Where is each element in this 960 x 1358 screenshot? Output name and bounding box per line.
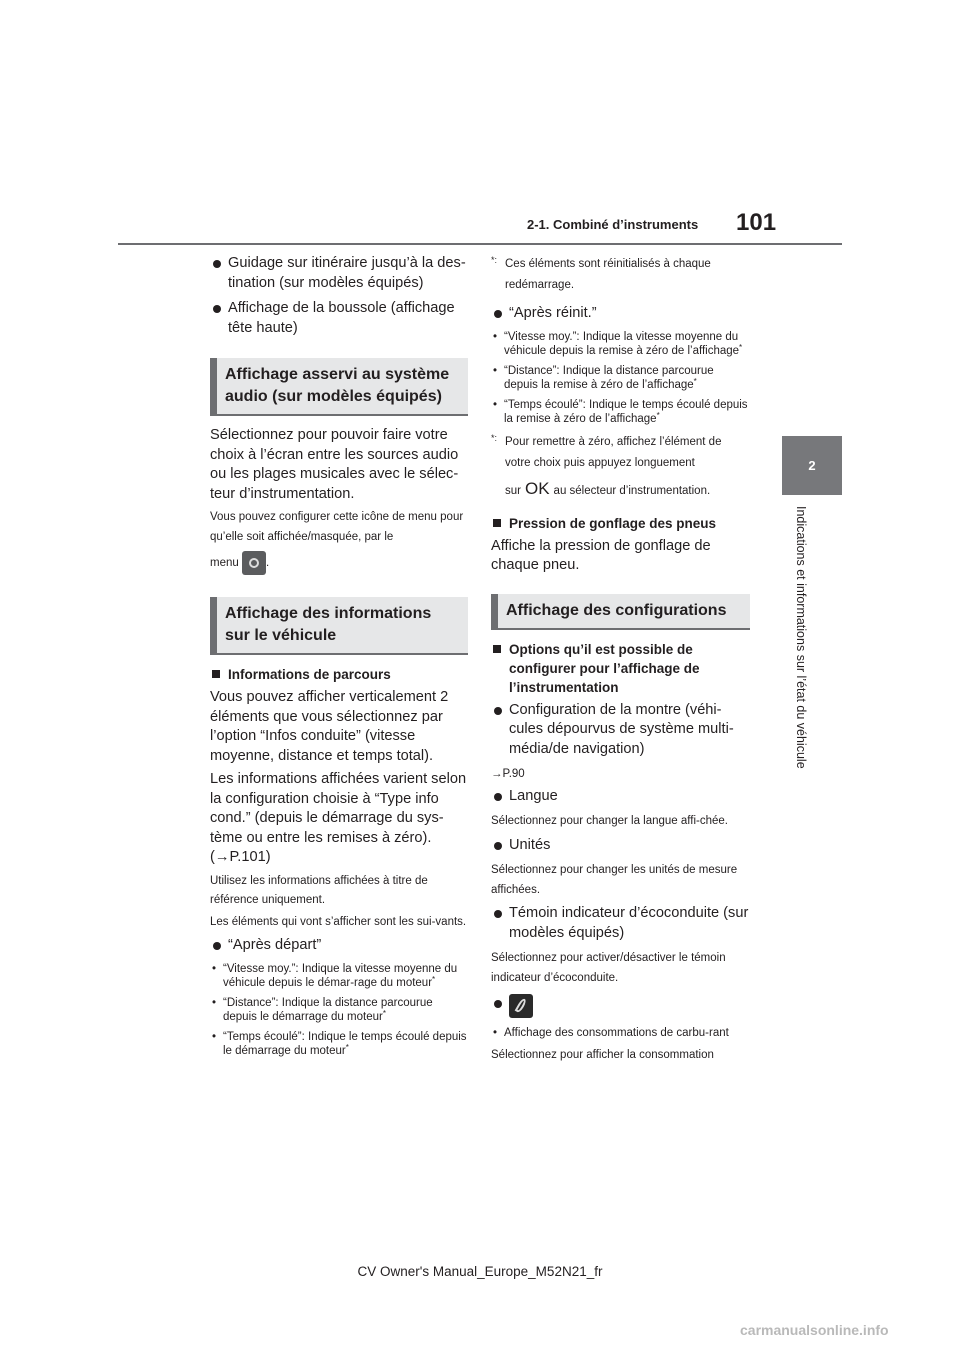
bullet-langue: Langue — [491, 787, 750, 807]
note-eco: Sélectionnez pour activer/désactiver le témoin indicateur d’écoconduite. — [491, 952, 726, 984]
item-temps: • “Temps écoulé”: Indique le temps écoulé depuis le démarrage du moteur* — [210, 1030, 468, 1058]
header-rule — [118, 243, 842, 245]
heading-audio: Affichage asservi au système audio (sur modèles équipés) — [210, 358, 468, 416]
item-consommation: • Affichage des consommations de carbu-rant — [491, 1026, 750, 1040]
paragraph-pneus: Affiche la pression de gonflage de chaque pneu. — [491, 537, 711, 573]
subheading-parcours: Informations de parcours — [210, 665, 468, 684]
item-distance-reinit: • “Distance”: Indique la distance parcourue depuis la remise à zéro de l’affichage* — [491, 364, 750, 392]
item-temps-reinit: • “Temps écoulé”: Indique le temps écoulé depuis la remise à zéro de l’affichage* — [491, 398, 750, 426]
footnote-reinit: *: Ces éléments sont réinitialisés à chaque redémarrage. — [491, 255, 711, 291]
watermark: carmanualsonline.info — [740, 1322, 889, 1338]
note-consommation: Sélectionnez pour afficher la consommation — [491, 1049, 714, 1061]
paragraph-audio: Sélectionnez pour pouvoir faire votre choix à l’écran entre les sources audio ou les plages musicales avec le sélec-teur d’instrumentation. — [210, 427, 459, 502]
bullet-montre: Configuration de la montre (véhi-cules dépourvus de système multi-média/de navigation) — [491, 701, 750, 760]
note-langue: Sélectionnez pour changer la langue affi-chée. — [491, 815, 728, 827]
paragraph-config: Les informations affichées varient selon la configuration choisie à “Type info cond.” (depuis le démarrage du sys-tème ou entre les remises à zéro). (→P.101) — [210, 771, 467, 865]
bullet-guidage: Guidage sur itinéraire jusqu’à la des- tination (sur modèles équipés) — [210, 254, 468, 293]
page-number: 101 — [736, 209, 777, 236]
settings-gear-icon — [242, 551, 266, 575]
eco-leaf-icon — [509, 994, 533, 1018]
bullet-boussole: Affichage de la boussole (affichage tête haute) — [210, 299, 468, 338]
bullet-apres-depart: “Après départ” — [210, 936, 468, 956]
heading-configurations: Affichage des configurations — [491, 594, 750, 630]
chapter-tab: 2 — [782, 436, 842, 495]
chapter-side-title: Indications et informations sur l’état du véhicule — [794, 506, 808, 769]
bullet-eco: Témoin indicateur d’écoconduite (sur modèles équipés) — [491, 904, 750, 943]
item-vitesse-reinit: • “Vitesse moy.”: Indique la vitesse moyenne du véhicule depuis la remise à zéro de l’affichage* — [491, 330, 750, 358]
heading-vehicle-info: Affichage des informations sur le véhicule — [210, 597, 468, 655]
bullet-unites: Unités — [491, 836, 750, 856]
note-menu: Vous pouvez configurer cette icône de menu pour qu’elle soit affichée/masquée, par le menu . — [210, 508, 468, 575]
subheading-options: Options qu’il est possible de configurer pour l’affichage de l’instrumentation — [491, 640, 750, 697]
ok-button-icon: OK — [524, 478, 550, 498]
item-vitesse: • “Vitesse moy.”: Indique la vitesse moyenne du véhicule depuis le démar-rage du moteur* — [210, 962, 468, 990]
footer: CV Owner's Manual_Europe_M52N21_fr — [357, 1264, 603, 1279]
item-distance: • “Distance”: Indique la distance parcourue depuis le démarrage du moteur* — [210, 996, 468, 1024]
note-reference: Utilisez les informations affichées à titre de référence uniquement. — [210, 874, 428, 906]
left-column — [210, 254, 468, 1064]
paragraph-parcours: Vous pouvez afficher verticalement 2 éléments que vous sélectionnez par l’option “Infos conduite” (vitesse moyenne, distance et temps total). — [210, 689, 449, 764]
reference-p90: →P.90 — [491, 768, 525, 780]
right-column — [491, 254, 750, 1068]
note-elements: Les éléments qui vont s’afficher sont les sui-vants. — [210, 915, 467, 928]
subheading-pneus: Pression de gonflage des pneus — [491, 514, 750, 533]
note-unites: Sélectionnez pour changer les unités de mesure affichées. — [491, 864, 738, 896]
bullet-eco-icon — [491, 994, 750, 1020]
footnote-reset: *: Pour remettre à zéro, affichez l’élément de votre choix puis appuyez longuement sur OK au sélecteur d’instrumentation. — [491, 432, 722, 498]
section-title: 2-1. Combiné d’instruments — [527, 217, 699, 232]
bullet-apres-reinit: “Après réinit.” — [491, 304, 750, 324]
